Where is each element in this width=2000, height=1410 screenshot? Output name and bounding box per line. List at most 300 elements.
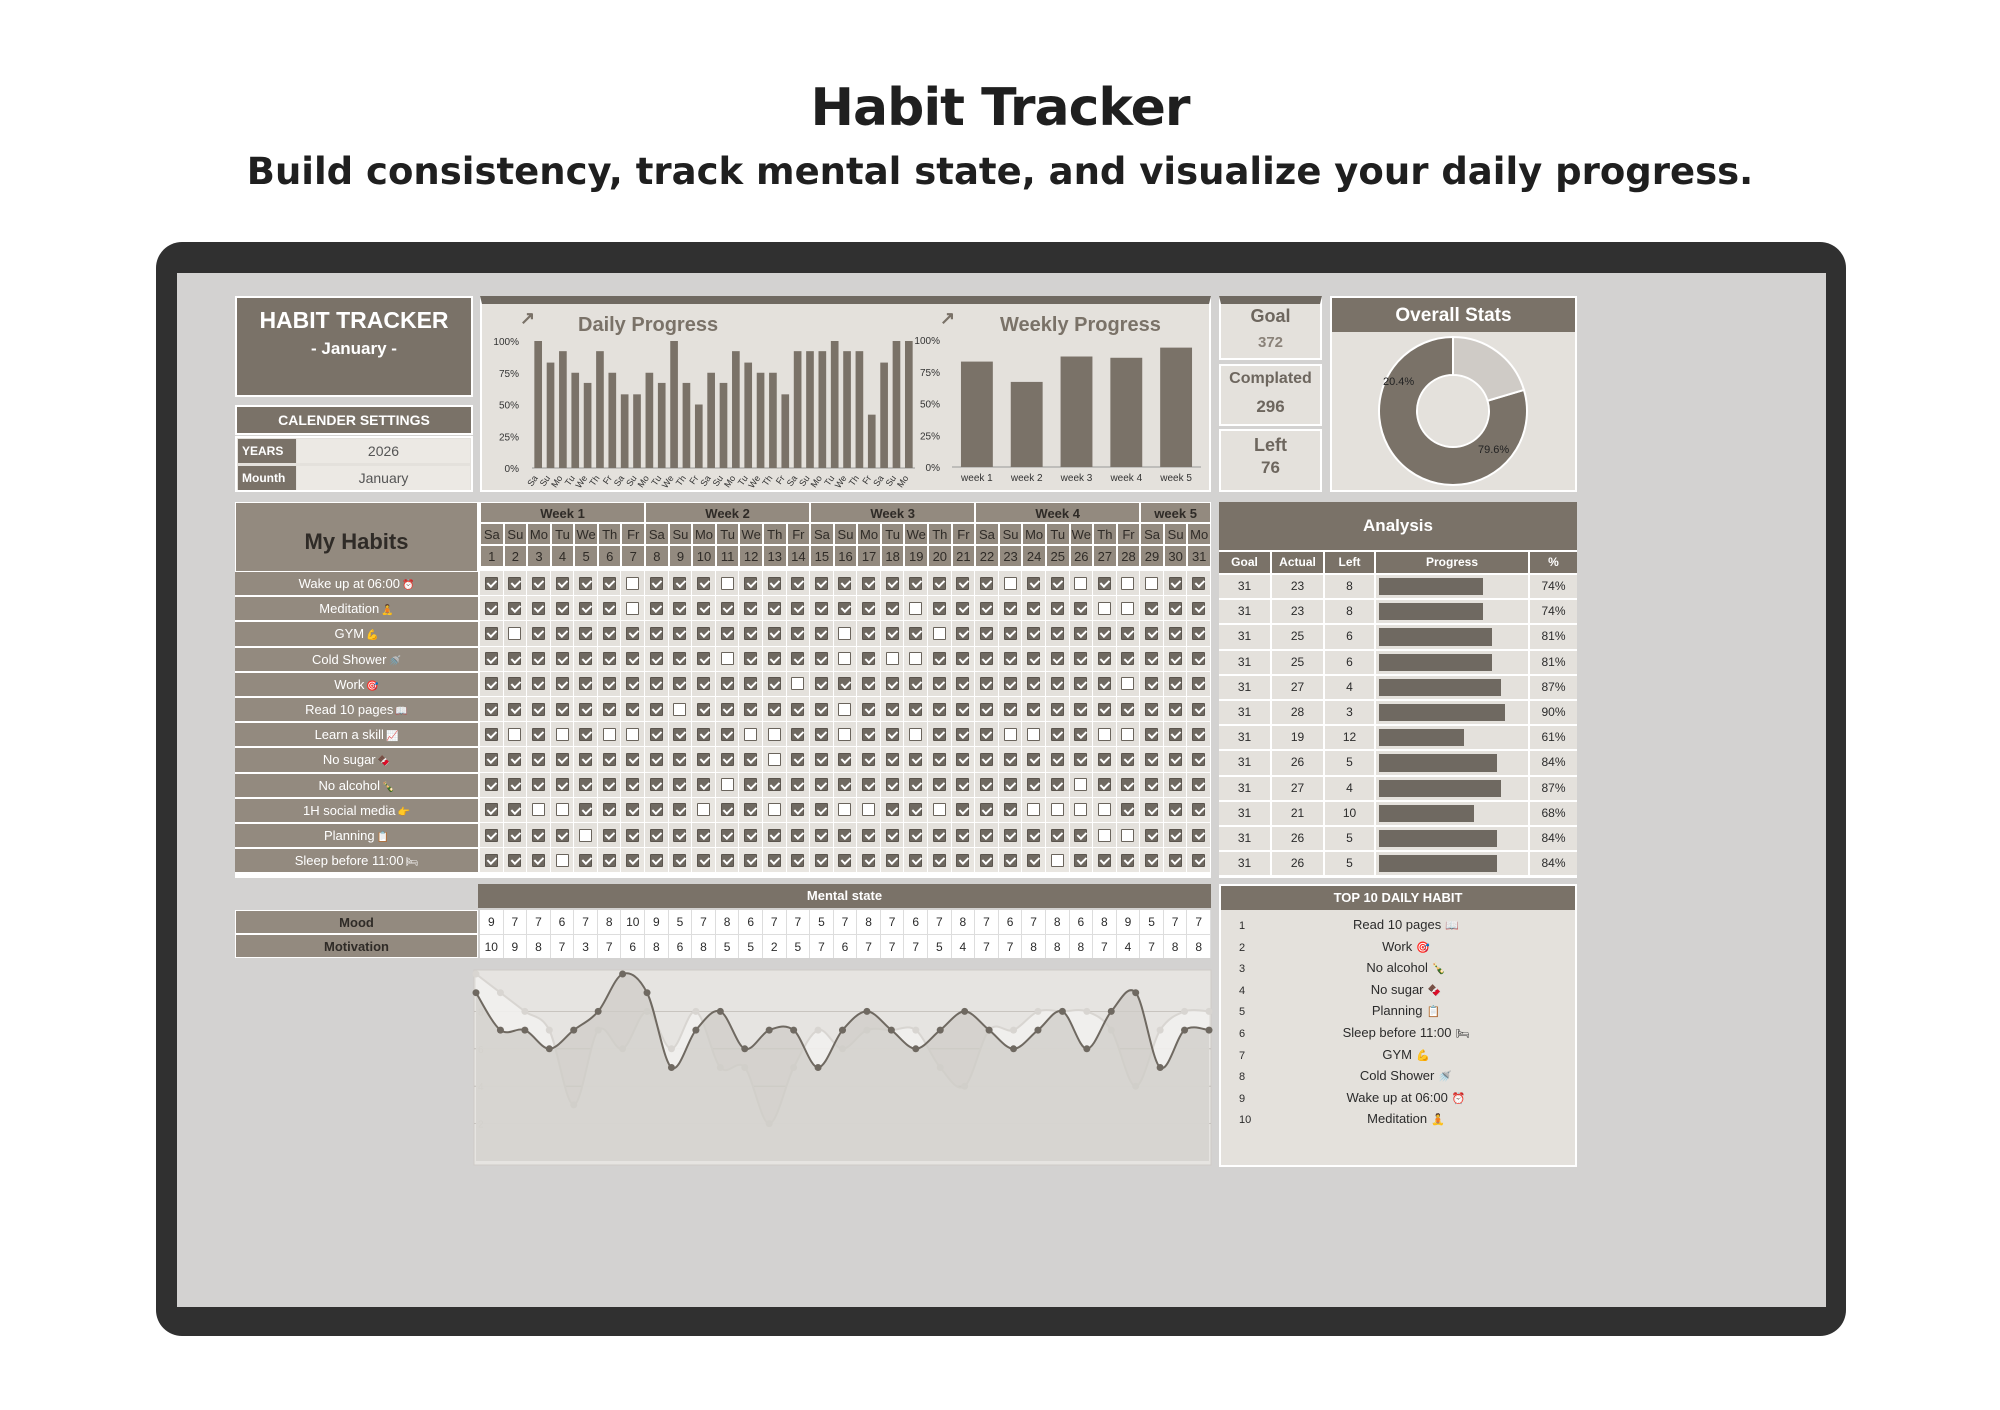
habit-checkbox[interactable] — [532, 652, 545, 665]
habit-checkbox[interactable] — [815, 677, 828, 690]
motivation-value[interactable]: 7 — [999, 934, 1023, 958]
habit-checkbox[interactable] — [603, 703, 616, 716]
habit-checkbox[interactable] — [1192, 577, 1205, 590]
habit-checkbox[interactable] — [886, 778, 899, 791]
motivation-value[interactable]: 5 — [739, 934, 763, 958]
habit-checkbox[interactable] — [508, 829, 521, 842]
mood-value[interactable]: 7 — [928, 910, 952, 934]
habit-checkbox[interactable] — [626, 602, 639, 615]
habit-checkbox[interactable] — [1051, 778, 1064, 791]
habit-checkbox[interactable] — [1192, 677, 1205, 690]
habit-checkbox[interactable] — [1027, 602, 1040, 615]
habit-checkbox[interactable] — [1027, 829, 1040, 842]
habit-checkbox[interactable] — [697, 627, 710, 640]
habit-checkbox[interactable] — [862, 703, 875, 716]
habit-checkbox[interactable] — [626, 803, 639, 816]
habit-checkbox[interactable] — [1004, 753, 1017, 766]
habit-checkbox[interactable] — [1051, 677, 1064, 690]
habit-checkbox[interactable] — [744, 627, 757, 640]
habit-checkbox[interactable] — [1074, 602, 1087, 615]
habit-checkbox[interactable] — [838, 677, 851, 690]
habit-checkbox[interactable] — [933, 803, 946, 816]
habit-checkbox[interactable] — [933, 652, 946, 665]
habit-checkbox[interactable] — [673, 577, 686, 590]
habit-checkbox[interactable] — [485, 728, 498, 741]
habit-checkbox[interactable] — [1169, 753, 1182, 766]
habit-checkbox[interactable] — [697, 803, 710, 816]
habit-checkbox[interactable] — [1145, 577, 1158, 590]
habit-checkbox[interactable] — [768, 778, 781, 791]
habit-checkbox[interactable] — [485, 602, 498, 615]
habit-checkbox[interactable] — [485, 778, 498, 791]
habit-checkbox[interactable] — [1051, 854, 1064, 867]
habit-checkbox[interactable] — [1004, 652, 1017, 665]
habit-checkbox[interactable] — [838, 577, 851, 590]
habit-checkbox[interactable] — [1004, 627, 1017, 640]
habit-checkbox[interactable] — [1051, 753, 1064, 766]
habit-checkbox[interactable] — [697, 854, 710, 867]
mood-value[interactable]: 6 — [904, 910, 928, 934]
habit-checkbox[interactable] — [744, 753, 757, 766]
habit-checkbox[interactable] — [556, 677, 569, 690]
habit-checkbox[interactable] — [697, 577, 710, 590]
habit-checkbox[interactable] — [650, 728, 663, 741]
habit-checkbox[interactable] — [1051, 652, 1064, 665]
mood-value[interactable]: 5 — [810, 910, 834, 934]
habit-checkbox[interactable] — [1027, 577, 1040, 590]
habit-checkbox[interactable] — [626, 627, 639, 640]
habit-checkbox[interactable] — [556, 728, 569, 741]
habit-checkbox[interactable] — [603, 627, 616, 640]
habit-checkbox[interactable] — [1121, 803, 1134, 816]
motivation-value[interactable]: 7 — [857, 934, 881, 958]
habit-checkbox[interactable] — [508, 728, 521, 741]
habit-checkbox[interactable] — [791, 627, 804, 640]
habit-checkbox[interactable] — [1074, 803, 1087, 816]
mood-value[interactable]: 5 — [669, 910, 693, 934]
habit-checkbox[interactable] — [1145, 627, 1158, 640]
habit-checkbox[interactable] — [1051, 703, 1064, 716]
habit-checkbox[interactable] — [556, 854, 569, 867]
habit-checkbox[interactable] — [791, 778, 804, 791]
habit-checkbox[interactable] — [768, 627, 781, 640]
habit-checkbox[interactable] — [1074, 677, 1087, 690]
habit-checkbox[interactable] — [956, 577, 969, 590]
habit-checkbox[interactable] — [673, 703, 686, 716]
mood-value[interactable]: 7 — [1164, 910, 1188, 934]
habit-checkbox[interactable] — [626, 753, 639, 766]
habit-checkbox[interactable] — [838, 627, 851, 640]
habit-checkbox[interactable] — [1074, 652, 1087, 665]
habit-checkbox[interactable] — [721, 602, 734, 615]
motivation-value[interactable]: 5 — [716, 934, 740, 958]
habit-checkbox[interactable] — [1051, 829, 1064, 842]
habit-checkbox[interactable] — [886, 577, 899, 590]
motivation-value[interactable]: 8 — [1164, 934, 1188, 958]
habit-checkbox[interactable] — [721, 703, 734, 716]
habit-checkbox[interactable] — [862, 728, 875, 741]
habit-checkbox[interactable] — [956, 652, 969, 665]
habit-checkbox[interactable] — [744, 854, 757, 867]
habit-checkbox[interactable] — [697, 703, 710, 716]
habit-checkbox[interactable] — [1027, 803, 1040, 816]
motivation-value[interactable]: 7 — [1093, 934, 1117, 958]
habit-checkbox[interactable] — [1098, 778, 1111, 791]
habit-checkbox[interactable] — [485, 803, 498, 816]
habit-checkbox[interactable] — [650, 854, 663, 867]
habit-checkbox[interactable] — [1074, 728, 1087, 741]
mood-value[interactable]: 6 — [739, 910, 763, 934]
habit-checkbox[interactable] — [933, 753, 946, 766]
habit-checkbox[interactable] — [626, 677, 639, 690]
habit-checkbox[interactable] — [579, 652, 592, 665]
habit-checkbox[interactable] — [673, 803, 686, 816]
motivation-value[interactable]: 10 — [480, 934, 504, 958]
habit-checkbox[interactable] — [485, 854, 498, 867]
habit-checkbox[interactable] — [886, 803, 899, 816]
habit-checkbox[interactable] — [791, 728, 804, 741]
mood-value[interactable]: 7 — [692, 910, 716, 934]
mood-value[interactable]: 7 — [1022, 910, 1046, 934]
habit-checkbox[interactable] — [603, 829, 616, 842]
motivation-value[interactable]: 3 — [574, 934, 598, 958]
habit-checkbox[interactable] — [721, 753, 734, 766]
habit-checkbox[interactable] — [556, 577, 569, 590]
habit-checkbox[interactable] — [815, 627, 828, 640]
habit-checkbox[interactable] — [909, 677, 922, 690]
habit-checkbox[interactable] — [1192, 854, 1205, 867]
motivation-value[interactable]: 8 — [692, 934, 716, 958]
habit-checkbox[interactable] — [791, 803, 804, 816]
habit-checkbox[interactable] — [909, 627, 922, 640]
habit-checkbox[interactable] — [980, 652, 993, 665]
habit-checkbox[interactable] — [1121, 703, 1134, 716]
habit-checkbox[interactable] — [1004, 703, 1017, 716]
habit-checkbox[interactable] — [556, 778, 569, 791]
habit-checkbox[interactable] — [508, 577, 521, 590]
habit-checkbox[interactable] — [673, 677, 686, 690]
habit-checkbox[interactable] — [532, 753, 545, 766]
habit-checkbox[interactable] — [862, 829, 875, 842]
habit-checkbox[interactable] — [768, 829, 781, 842]
habit-checkbox[interactable] — [697, 778, 710, 791]
habit-checkbox[interactable] — [862, 854, 875, 867]
habit-checkbox[interactable] — [721, 577, 734, 590]
habit-checkbox[interactable] — [791, 829, 804, 842]
habit-checkbox[interactable] — [650, 803, 663, 816]
habit-checkbox[interactable] — [508, 803, 521, 816]
habit-checkbox[interactable] — [744, 803, 757, 816]
motivation-value[interactable]: 8 — [645, 934, 669, 958]
habit-checkbox[interactable] — [956, 803, 969, 816]
habit-checkbox[interactable] — [980, 677, 993, 690]
habit-checkbox[interactable] — [886, 703, 899, 716]
habit-checkbox[interactable] — [768, 577, 781, 590]
habit-checkbox[interactable] — [744, 677, 757, 690]
habit-checkbox[interactable] — [650, 677, 663, 690]
habit-checkbox[interactable] — [1027, 677, 1040, 690]
habit-checkbox[interactable] — [579, 703, 592, 716]
habit-checkbox[interactable] — [838, 728, 851, 741]
habit-checkbox[interactable] — [768, 728, 781, 741]
habit-checkbox[interactable] — [980, 602, 993, 615]
habit-checkbox[interactable] — [650, 753, 663, 766]
habit-checkbox[interactable] — [556, 753, 569, 766]
motivation-value[interactable]: 7 — [975, 934, 999, 958]
mood-value[interactable]: 7 — [975, 910, 999, 934]
habit-checkbox[interactable] — [886, 602, 899, 615]
habit-checkbox[interactable] — [956, 753, 969, 766]
habit-checkbox[interactable] — [862, 753, 875, 766]
habit-checkbox[interactable] — [579, 728, 592, 741]
habit-checkbox[interactable] — [673, 627, 686, 640]
habit-checkbox[interactable] — [603, 753, 616, 766]
habit-checkbox[interactable] — [650, 602, 663, 615]
habit-checkbox[interactable] — [815, 854, 828, 867]
mood-value[interactable]: 8 — [1093, 910, 1117, 934]
habit-checkbox[interactable] — [1098, 602, 1111, 615]
habit-checkbox[interactable] — [1074, 829, 1087, 842]
habit-checkbox[interactable] — [838, 753, 851, 766]
habit-checkbox[interactable] — [673, 652, 686, 665]
habit-checkbox[interactable] — [909, 829, 922, 842]
habit-checkbox[interactable] — [626, 829, 639, 842]
habit-checkbox[interactable] — [1098, 728, 1111, 741]
habit-checkbox[interactable] — [579, 803, 592, 816]
habit-checkbox[interactable] — [1004, 677, 1017, 690]
habit-checkbox[interactable] — [485, 677, 498, 690]
habit-checkbox[interactable] — [1192, 753, 1205, 766]
habit-checkbox[interactable] — [1004, 854, 1017, 867]
habit-checkbox[interactable] — [1004, 728, 1017, 741]
habit-checkbox[interactable] — [1145, 602, 1158, 615]
habit-checkbox[interactable] — [1074, 577, 1087, 590]
habit-checkbox[interactable] — [579, 778, 592, 791]
habit-checkbox[interactable] — [1145, 778, 1158, 791]
habit-checkbox[interactable] — [768, 703, 781, 716]
habit-checkbox[interactable] — [980, 854, 993, 867]
habit-checkbox[interactable] — [886, 728, 899, 741]
habit-checkbox[interactable] — [1145, 677, 1158, 690]
habit-checkbox[interactable] — [862, 627, 875, 640]
habit-checkbox[interactable] — [791, 854, 804, 867]
habit-checkbox[interactable] — [1098, 677, 1111, 690]
habit-checkbox[interactable] — [485, 703, 498, 716]
habit-checkbox[interactable] — [673, 778, 686, 791]
mood-value[interactable]: 7 — [763, 910, 787, 934]
habit-checkbox[interactable] — [697, 602, 710, 615]
habit-checkbox[interactable] — [1004, 577, 1017, 590]
habit-checkbox[interactable] — [956, 627, 969, 640]
habit-checkbox[interactable] — [980, 703, 993, 716]
habit-checkbox[interactable] — [909, 753, 922, 766]
habit-checkbox[interactable] — [721, 652, 734, 665]
habit-checkbox[interactable] — [768, 753, 781, 766]
habit-checkbox[interactable] — [815, 753, 828, 766]
habit-checkbox[interactable] — [532, 778, 545, 791]
mood-value[interactable]: 7 — [574, 910, 598, 934]
habit-checkbox[interactable] — [1169, 803, 1182, 816]
mood-value[interactable]: 6 — [551, 910, 575, 934]
habit-checkbox[interactable] — [744, 728, 757, 741]
habit-checkbox[interactable] — [1051, 627, 1064, 640]
mood-value[interactable]: 7 — [504, 910, 528, 934]
mood-value[interactable]: 8 — [1046, 910, 1070, 934]
habit-checkbox[interactable] — [980, 627, 993, 640]
mood-value[interactable]: 6 — [1070, 910, 1094, 934]
habit-checkbox[interactable] — [909, 703, 922, 716]
habit-checkbox[interactable] — [673, 753, 686, 766]
habit-checkbox[interactable] — [744, 577, 757, 590]
habit-checkbox[interactable] — [815, 703, 828, 716]
habit-checkbox[interactable] — [508, 652, 521, 665]
habit-checkbox[interactable] — [697, 677, 710, 690]
habit-checkbox[interactable] — [1145, 652, 1158, 665]
habit-checkbox[interactable] — [532, 627, 545, 640]
habit-checkbox[interactable] — [532, 577, 545, 590]
habit-checkbox[interactable] — [626, 854, 639, 867]
habit-checkbox[interactable] — [1074, 703, 1087, 716]
habit-checkbox[interactable] — [485, 577, 498, 590]
habit-checkbox[interactable] — [1121, 627, 1134, 640]
motivation-value[interactable]: 5 — [928, 934, 952, 958]
habit-checkbox[interactable] — [603, 728, 616, 741]
habit-checkbox[interactable] — [1145, 803, 1158, 816]
habit-checkbox[interactable] — [933, 778, 946, 791]
habit-checkbox[interactable] — [721, 803, 734, 816]
habit-checkbox[interactable] — [862, 577, 875, 590]
habit-checkbox[interactable] — [556, 627, 569, 640]
habit-checkbox[interactable] — [1074, 627, 1087, 640]
habit-checkbox[interactable] — [1192, 602, 1205, 615]
month-select[interactable]: January — [297, 466, 470, 490]
mood-value[interactable]: 10 — [621, 910, 645, 934]
habit-checkbox[interactable] — [862, 677, 875, 690]
motivation-value[interactable]: 7 — [551, 934, 575, 958]
habit-checkbox[interactable] — [603, 652, 616, 665]
habit-checkbox[interactable] — [1074, 753, 1087, 766]
habit-checkbox[interactable] — [886, 677, 899, 690]
habit-checkbox[interactable] — [1121, 829, 1134, 842]
habit-checkbox[interactable] — [1121, 753, 1134, 766]
motivation-value[interactable]: 2 — [763, 934, 787, 958]
habit-checkbox[interactable] — [909, 778, 922, 791]
habit-checkbox[interactable] — [933, 577, 946, 590]
habit-checkbox[interactable] — [933, 602, 946, 615]
habit-checkbox[interactable] — [1145, 753, 1158, 766]
habit-checkbox[interactable] — [508, 753, 521, 766]
mood-value[interactable]: 7 — [1187, 910, 1211, 934]
mood-value[interactable]: 9 — [1117, 910, 1141, 934]
habit-checkbox[interactable] — [1004, 803, 1017, 816]
habit-checkbox[interactable] — [1169, 677, 1182, 690]
habit-checkbox[interactable] — [791, 577, 804, 590]
habit-checkbox[interactable] — [1027, 703, 1040, 716]
habit-checkbox[interactable] — [697, 652, 710, 665]
habit-checkbox[interactable] — [485, 627, 498, 640]
habit-checkbox[interactable] — [532, 728, 545, 741]
habit-checkbox[interactable] — [1192, 652, 1205, 665]
motivation-value[interactable]: 8 — [1187, 934, 1211, 958]
habit-checkbox[interactable] — [579, 854, 592, 867]
habit-checkbox[interactable] — [862, 652, 875, 665]
habit-checkbox[interactable] — [980, 753, 993, 766]
mood-value[interactable]: 5 — [1140, 910, 1164, 934]
habit-checkbox[interactable] — [697, 753, 710, 766]
habit-checkbox[interactable] — [697, 728, 710, 741]
habit-checkbox[interactable] — [744, 652, 757, 665]
motivation-value[interactable]: 8 — [527, 934, 551, 958]
habit-checkbox[interactable] — [650, 829, 663, 842]
habit-checkbox[interactable] — [886, 753, 899, 766]
habit-checkbox[interactable] — [1027, 627, 1040, 640]
motivation-value[interactable]: 4 — [1117, 934, 1141, 958]
habit-checkbox[interactable] — [603, 602, 616, 615]
habit-checkbox[interactable] — [1121, 677, 1134, 690]
habit-checkbox[interactable] — [791, 602, 804, 615]
habit-checkbox[interactable] — [1098, 753, 1111, 766]
mood-value[interactable]: 7 — [527, 910, 551, 934]
mood-value[interactable]: 8 — [598, 910, 622, 934]
habit-checkbox[interactable] — [579, 577, 592, 590]
habit-checkbox[interactable] — [626, 577, 639, 590]
habit-checkbox[interactable] — [933, 829, 946, 842]
habit-checkbox[interactable] — [1027, 854, 1040, 867]
habit-checkbox[interactable] — [1192, 728, 1205, 741]
habit-checkbox[interactable] — [1027, 753, 1040, 766]
motivation-value[interactable]: 6 — [621, 934, 645, 958]
habit-checkbox[interactable] — [956, 854, 969, 867]
habit-checkbox[interactable] — [956, 677, 969, 690]
habit-checkbox[interactable] — [838, 854, 851, 867]
habit-checkbox[interactable] — [650, 627, 663, 640]
habit-checkbox[interactable] — [838, 803, 851, 816]
habit-checkbox[interactable] — [1051, 577, 1064, 590]
habit-checkbox[interactable] — [744, 602, 757, 615]
motivation-value[interactable]: 6 — [834, 934, 858, 958]
habit-checkbox[interactable] — [532, 677, 545, 690]
habit-checkbox[interactable] — [556, 703, 569, 716]
habit-checkbox[interactable] — [1169, 627, 1182, 640]
habit-checkbox[interactable] — [626, 652, 639, 665]
motivation-value[interactable]: 9 — [504, 934, 528, 958]
habit-checkbox[interactable] — [508, 602, 521, 615]
habit-checkbox[interactable] — [1145, 728, 1158, 741]
habit-checkbox[interactable] — [768, 854, 781, 867]
habit-checkbox[interactable] — [532, 829, 545, 842]
habit-checkbox[interactable] — [862, 778, 875, 791]
habit-checkbox[interactable] — [1192, 778, 1205, 791]
habit-checkbox[interactable] — [485, 652, 498, 665]
habit-checkbox[interactable] — [673, 854, 686, 867]
habit-checkbox[interactable] — [532, 703, 545, 716]
motivation-value[interactable]: 8 — [1070, 934, 1094, 958]
habit-checkbox[interactable] — [980, 577, 993, 590]
habit-checkbox[interactable] — [1027, 728, 1040, 741]
habit-checkbox[interactable] — [1192, 829, 1205, 842]
habit-checkbox[interactable] — [815, 803, 828, 816]
motivation-value[interactable]: 6 — [669, 934, 693, 958]
habit-checkbox[interactable] — [791, 703, 804, 716]
mood-value[interactable]: 8 — [716, 910, 740, 934]
habit-checkbox[interactable] — [980, 803, 993, 816]
habit-checkbox[interactable] — [1169, 854, 1182, 867]
mood-value[interactable]: 8 — [952, 910, 976, 934]
habit-checkbox[interactable] — [556, 829, 569, 842]
habit-checkbox[interactable] — [886, 829, 899, 842]
habit-checkbox[interactable] — [579, 627, 592, 640]
habit-checkbox[interactable] — [815, 577, 828, 590]
